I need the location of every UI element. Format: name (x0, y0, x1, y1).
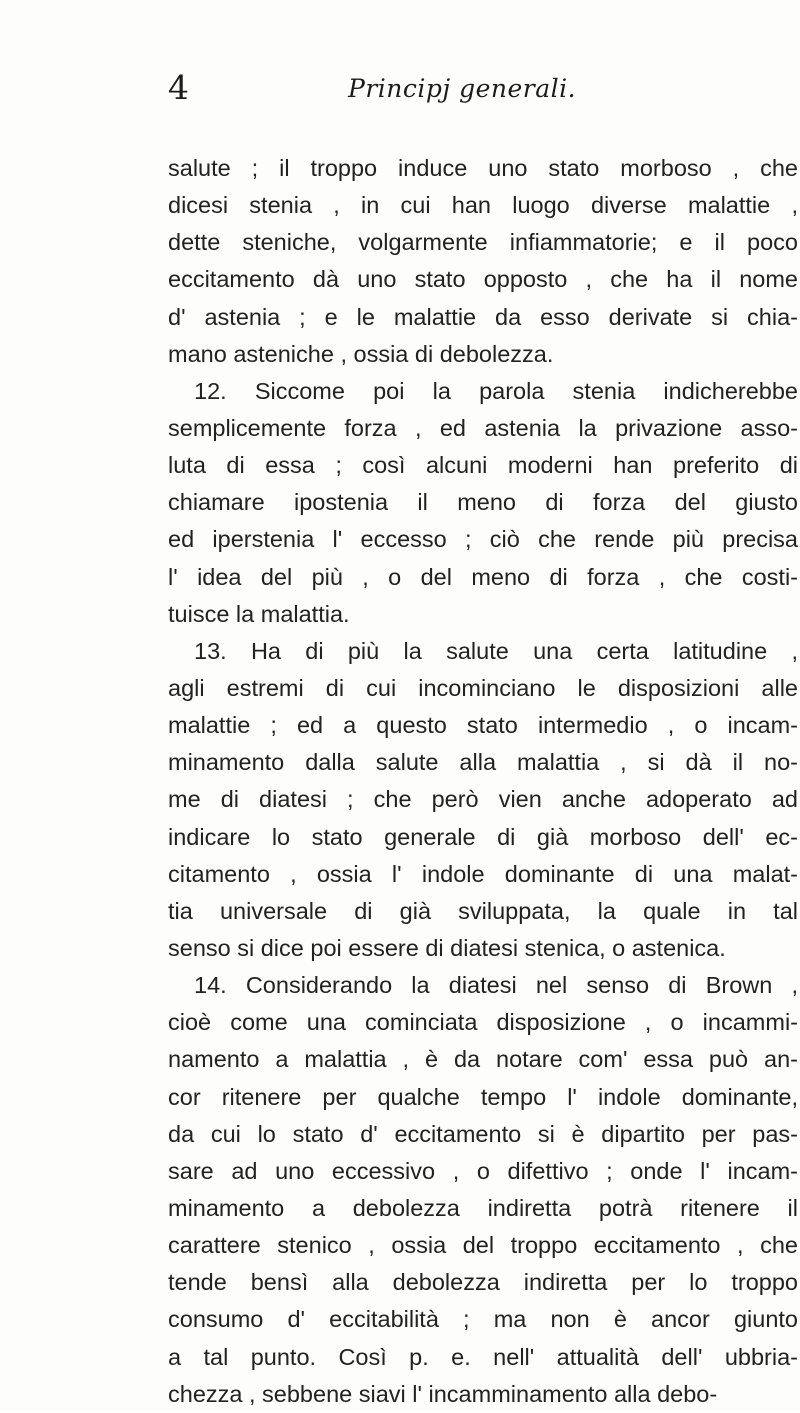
text-line: 12. Siccome poi la parola stenia indicherebbe (194, 377, 798, 404)
text-line: cor ritenere per qualche tempo l' indole dominante, (168, 1083, 798, 1110)
body-text (168, 150, 798, 1413)
text-line: malattie ; ed a questo stato intermedio , o incam- (168, 712, 798, 739)
text-line: luta di essa ; così alcuni moderni han preferito di (168, 452, 798, 479)
text-line: ed iperstenia l' eccesso ; ciò che rende più precisa (168, 526, 798, 553)
running-head: Principj generali. (348, 74, 577, 103)
text-line: minamento a debolezza indiretta potrà ritenere il (168, 1194, 798, 1221)
text-line: tia universale di già sviluppata, la quale in tal (168, 897, 798, 924)
text-line: chezza , sebbene siavi l' incamminamento alla debo- (168, 1380, 718, 1407)
text-line: consumo d' eccitabilità ; ma non è ancor giunto (168, 1306, 798, 1333)
text-line: a tal punto. Così p. e. nell' attualità dell' ubbria- (168, 1343, 798, 1370)
text-line: 14. Considerando la diatesi nel senso di Brown , (194, 972, 798, 999)
text-line: salute ; il troppo induce uno stato morboso , che (168, 155, 798, 181)
text-line: agli estremi di cui incominciano le disposizioni alle (168, 674, 798, 701)
text-line: da cui lo stato d' eccitamento si è dipartito per pas- (168, 1120, 798, 1147)
text-line: semplicemente forza , ed astenia la privazione asso- (168, 414, 798, 441)
text-line: dicesi stenia , in cui han luogo diverse malattie , (168, 192, 798, 219)
text-line: mano asteniche , ossia di debolezza. (168, 340, 554, 367)
page-header (168, 62, 788, 112)
text-line: me di diatesi ; che però vien anche adoperato ad (168, 786, 798, 813)
text-line: carattere stenico , ossia del troppo eccitamento , che (168, 1232, 798, 1259)
text-line: indicare lo stato generale di già morboso dell' ec- (168, 823, 798, 850)
text-line: cioè come una cominciata disposizione , o incammi- (168, 1009, 798, 1036)
text-line: dette steniche, volgarmente infiammatorie; e il poco (168, 229, 798, 256)
text-line: tende bensì alla debolezza indiretta per lo troppo (168, 1269, 798, 1296)
text-line: tuisce la malattia. (168, 600, 350, 627)
text-line: senso si dice poi essere di diatesi stenica, o astenica. (168, 934, 726, 961)
text-line: citamento , ossia l' indole dominante di una malat- (168, 860, 798, 887)
text-line: d' astenia ; e le malattie da esso derivate si chia- (168, 303, 798, 330)
text-line: 13. Ha di più la salute una certa latitudine , (194, 637, 798, 664)
page-number: 4 (168, 68, 189, 107)
text-line: chiamare ipostenia il meno di forza del giusto (168, 489, 798, 516)
text-line: namento a malattia , è da notare com' essa può an- (168, 1046, 798, 1073)
text-line: eccitamento dà uno stato opposto , che ha il nome (168, 266, 798, 293)
text-line: minamento dalla salute alla malattia , si dà il no- (168, 749, 798, 776)
text-line: sare ad uno eccessivo , o difettivo ; onde l' incam- (168, 1157, 798, 1184)
text-line: l' idea del più , o del meno di forza , che costi- (168, 563, 798, 590)
